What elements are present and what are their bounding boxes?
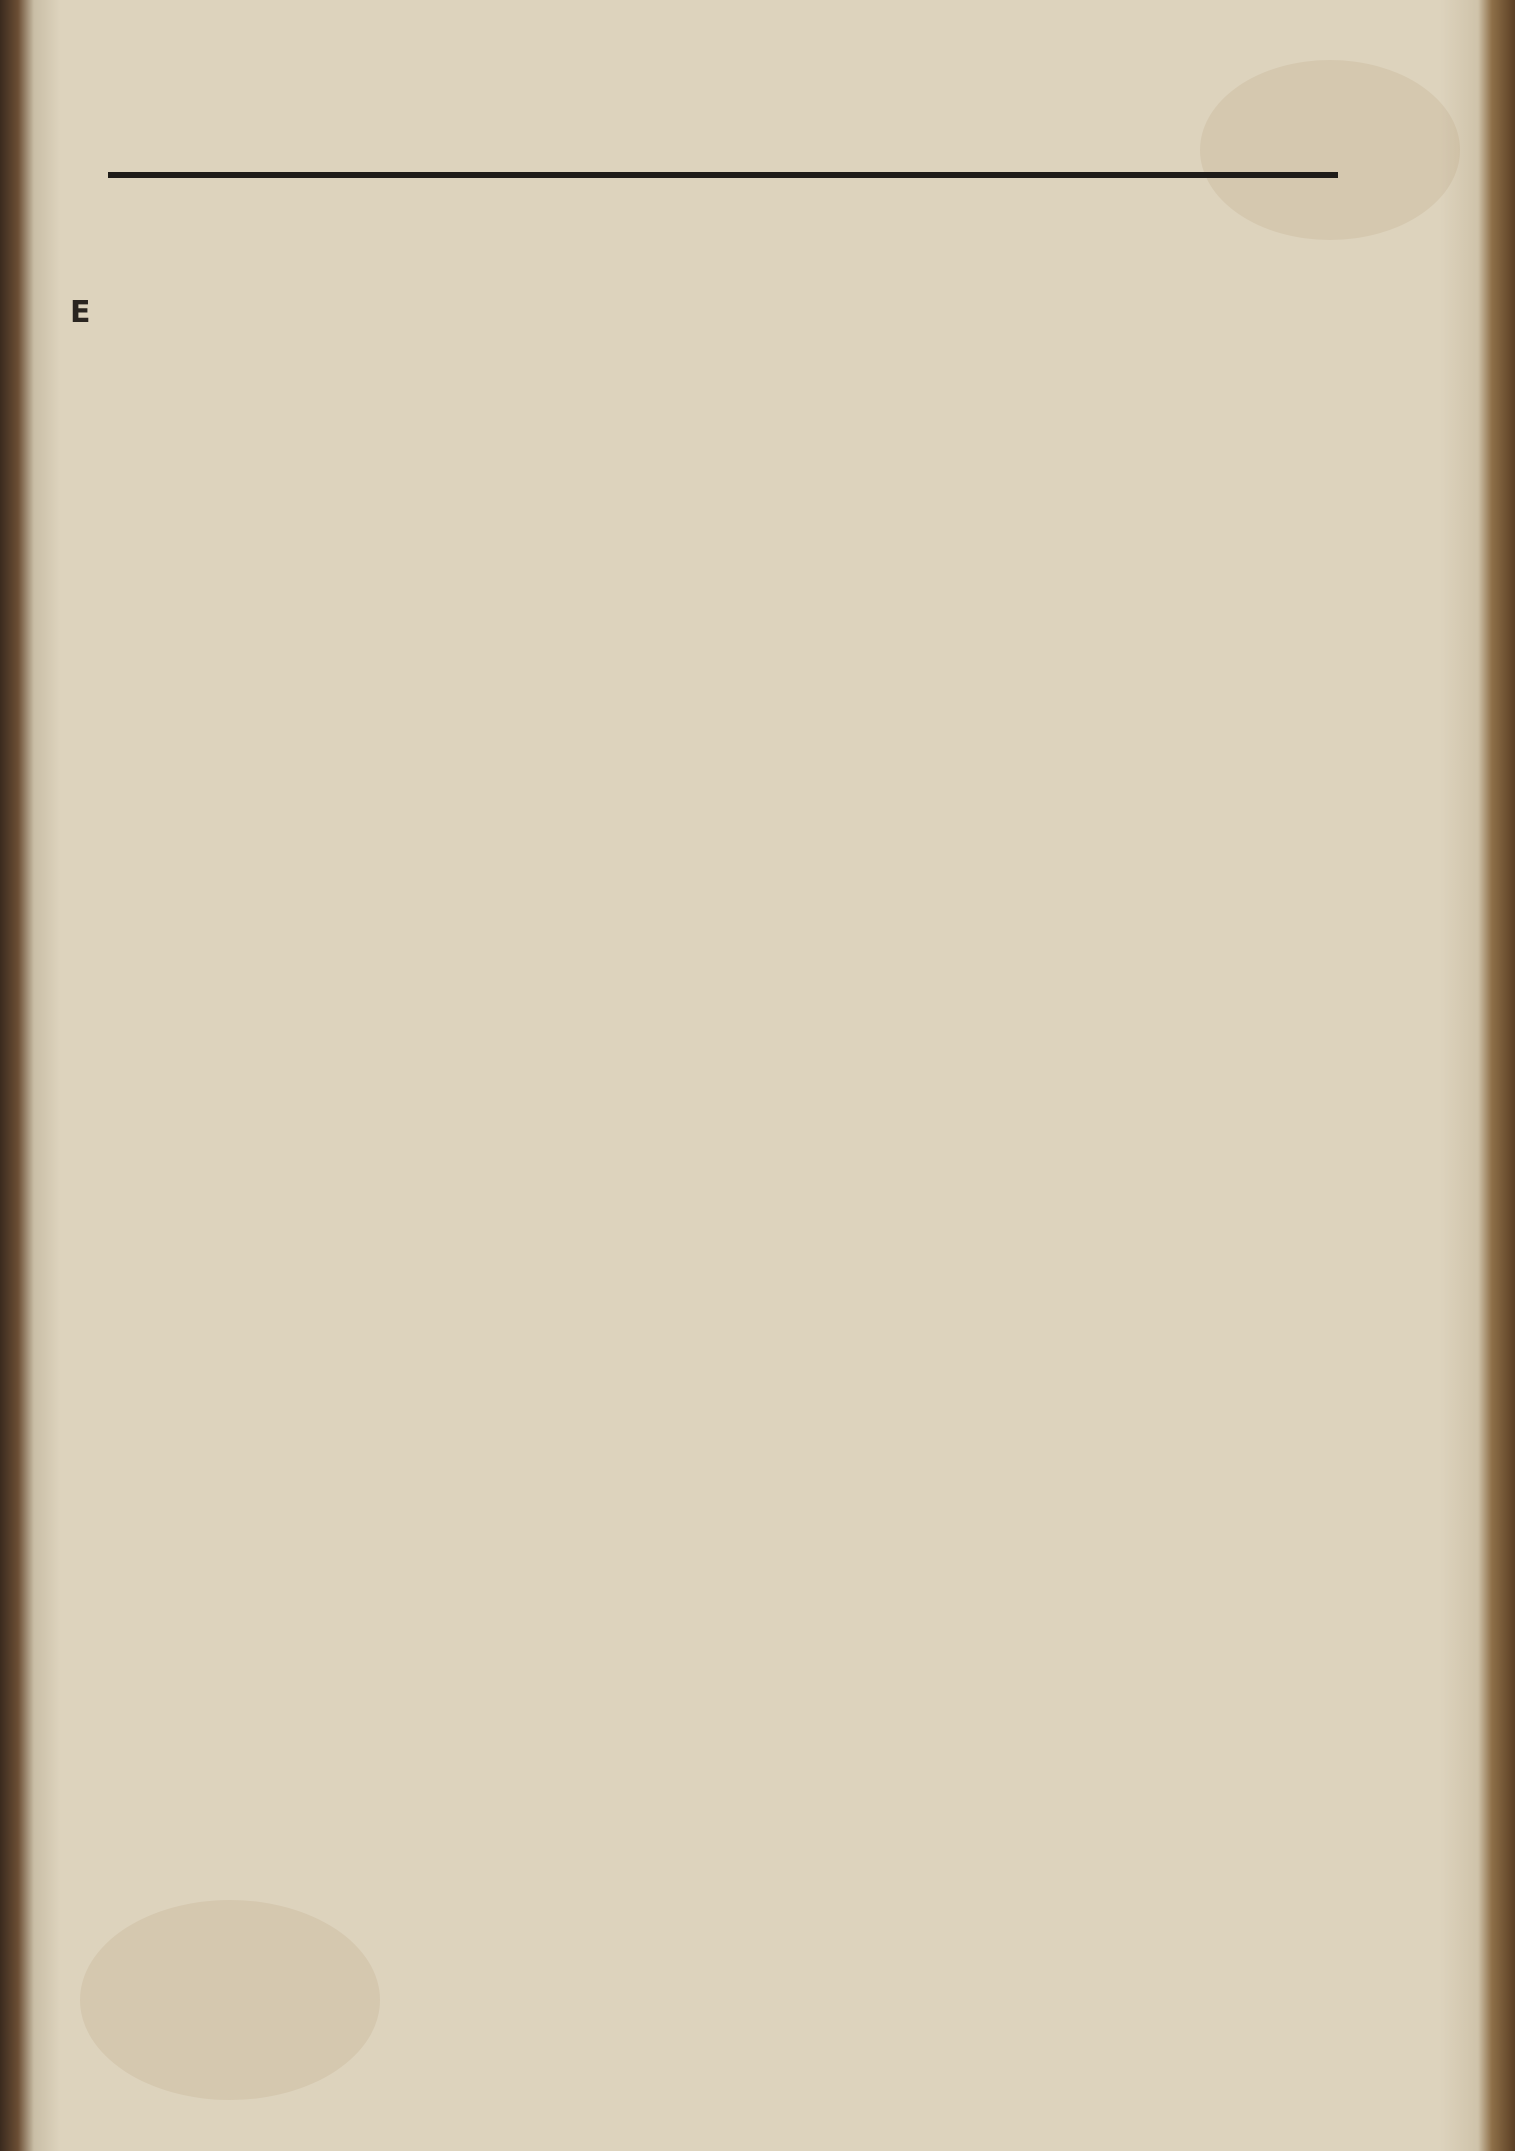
article-intro	[70, 295, 930, 330]
page-header	[58, 150, 1438, 190]
header-rule	[108, 172, 1338, 178]
page-content	[58, 150, 1438, 2140]
drop-cap: E	[70, 295, 91, 330]
article3-column-5	[1196, 1495, 1436, 1496]
